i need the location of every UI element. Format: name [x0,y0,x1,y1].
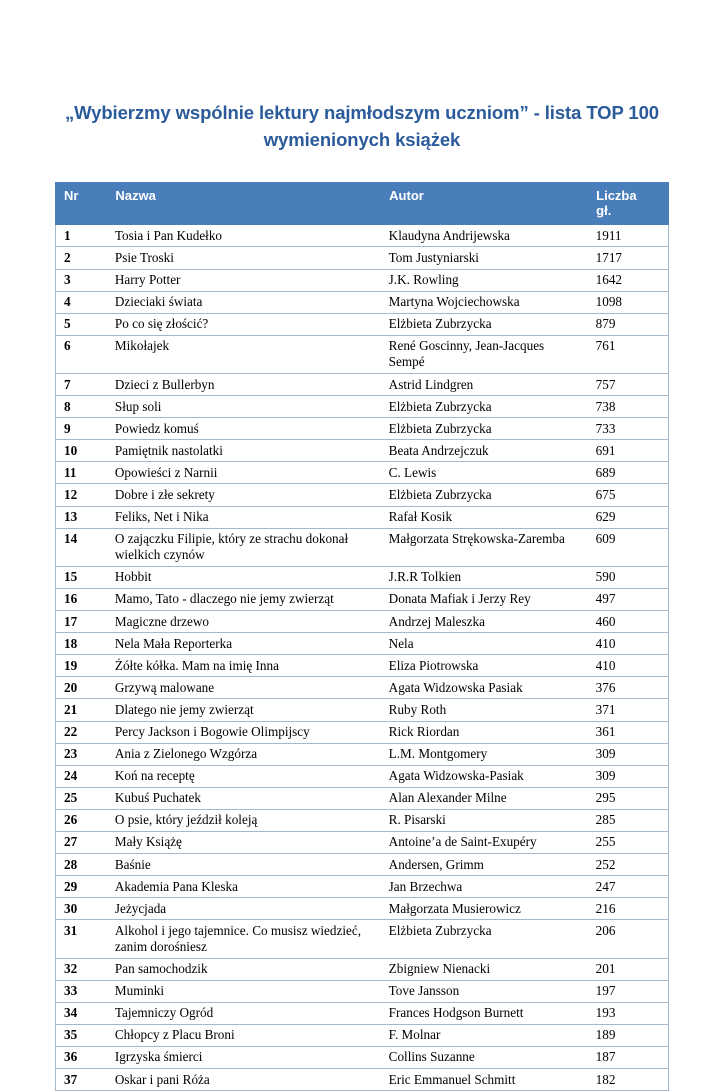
cell-liczba: 733 [588,418,669,440]
table-row [56,225,669,247]
cell-liczba: 255 [588,831,669,853]
cell-nazwa: Dobre i złe sekrety [107,484,381,506]
cell-autor: J.K. Rowling [381,269,588,291]
cell-liczba: 295 [588,787,669,809]
cell-autor: Elżbieta Zubrzycka [381,920,588,958]
cell-autor: Tom Justyniarski [381,247,588,269]
cell-autor: Andersen, Grimm [381,854,588,876]
table-row [56,396,669,418]
cell-liczba: 201 [588,958,669,980]
cell-nr: 10 [56,440,107,462]
cell-liczba: 761 [588,335,669,373]
cell-autor: R. Pisarski [381,809,588,831]
cell-nazwa: Kubuś Puchatek [107,787,381,809]
cell-nr: 2 [56,247,107,269]
cell-autor: Astrid Lindgren [381,374,588,396]
table-row [56,484,669,506]
cell-liczba: 182 [588,1069,669,1091]
cell-autor: Tove Jansson [381,980,588,1002]
table-row [56,831,669,853]
cell-nazwa: Igrzyska śmierci [107,1046,381,1068]
cell-liczba: 590 [588,566,669,588]
cell-autor: Ruby Roth [381,699,588,721]
cell-liczba: 1098 [588,291,669,313]
cell-liczba: 410 [588,633,669,655]
cell-autor: René Goscinny, Jean-Jacques Sempé [381,335,588,373]
cell-autor: Zbigniew Nienacki [381,958,588,980]
cell-nr: 28 [56,854,107,876]
cell-nazwa: Muminki [107,980,381,1002]
table-row [56,958,669,980]
cell-nazwa: Chłopcy z Placu Broni [107,1024,381,1046]
cell-nr: 15 [56,566,107,588]
cell-liczba: 187 [588,1046,669,1068]
cell-nazwa: Żółte kółka. Mam na imię Inna [107,655,381,677]
cell-nr: 6 [56,335,107,373]
cell-liczba: 216 [588,898,669,920]
cell-liczba: 1911 [588,225,669,247]
cell-nazwa: Słup soli [107,396,381,418]
cell-nr: 24 [56,765,107,787]
table-row [56,462,669,484]
cell-nr: 19 [56,655,107,677]
cell-liczba: 689 [588,462,669,484]
cell-nr: 16 [56,588,107,610]
cell-autor: Eric Emmanuel Schmitt [381,1069,588,1091]
table-row [56,1002,669,1024]
cell-autor: J.R.R Tolkien [381,566,588,588]
table-row [56,854,669,876]
table-row [56,980,669,1002]
cell-autor: Rick Riordan [381,721,588,743]
cell-autor: Klaudyna Andrijewska [381,225,588,247]
cell-autor: Alan Alexander Milne [381,787,588,809]
table-row [56,809,669,831]
cell-nazwa: Baśnie [107,854,381,876]
cell-liczba: 1717 [588,247,669,269]
top100-table-wrapper [55,182,669,1091]
cell-nr: 5 [56,313,107,335]
cell-nazwa: Harry Potter [107,269,381,291]
table-row [56,291,669,313]
table-row [56,247,669,269]
cell-nr: 11 [56,462,107,484]
column-header-autor: Autor [381,182,588,225]
cell-nazwa: Pan samochodzik [107,958,381,980]
cell-autor: Beata Andrzejczuk [381,440,588,462]
cell-nazwa: Psie Troski [107,247,381,269]
cell-nazwa: Nela Mała Reporterka [107,633,381,655]
cell-nazwa: Koń na receptę [107,765,381,787]
cell-liczba: 629 [588,506,669,528]
cell-liczba: 285 [588,809,669,831]
cell-nr: 23 [56,743,107,765]
column-header-nazwa: Nazwa [107,182,381,225]
cell-autor: Eliza Piotrowska [381,655,588,677]
table-row [56,655,669,677]
cell-nazwa: Tajemniczy Ogród [107,1002,381,1024]
cell-nr: 13 [56,506,107,528]
cell-autor: Elżbieta Zubrzycka [381,418,588,440]
cell-liczba: 376 [588,677,669,699]
cell-nr: 18 [56,633,107,655]
table-row [56,418,669,440]
cell-autor: Małgorzata Musierowicz [381,898,588,920]
table-row [56,313,669,335]
table-row [56,611,669,633]
cell-liczba: 252 [588,854,669,876]
column-header-liczba [588,182,669,225]
cell-autor: Agata Widzowska-Pasiak [381,765,588,787]
cell-nazwa: Dlatego nie jemy zwierząt [107,699,381,721]
table-row [56,506,669,528]
cell-nazwa: Oskar i pani Róża [107,1069,381,1091]
cell-nazwa: O psie, który jeździł koleją [107,809,381,831]
cell-liczba: 206 [588,920,669,958]
cell-nr: 37 [56,1069,107,1091]
cell-nr: 33 [56,980,107,1002]
cell-nazwa: Opowieści z Narnii [107,462,381,484]
cell-nazwa: Grzywą malowane [107,677,381,699]
cell-nr: 32 [56,958,107,980]
cell-autor: Jan Brzechwa [381,876,588,898]
table-row [56,374,669,396]
cell-nazwa: Jeżycjada [107,898,381,920]
cell-nazwa: Percy Jackson i Bogowie Olimpijscy [107,721,381,743]
cell-autor: Frances Hodgson Burnett [381,1002,588,1024]
cell-autor: Nela [381,633,588,655]
cell-nazwa: Mały Książę [107,831,381,853]
cell-autor: Donata Mafiak i Jerzy Rey [381,588,588,610]
top100-table [55,182,669,1091]
table-row [56,528,669,566]
cell-nazwa: Magiczne drzewo [107,611,381,633]
cell-liczba: 497 [588,588,669,610]
cell-nr: 26 [56,809,107,831]
table-row [56,677,669,699]
cell-nazwa: Feliks, Net i Nika [107,506,381,528]
cell-autor: Martyna Wojciechowska [381,291,588,313]
cell-nr: 7 [56,374,107,396]
cell-liczba: 757 [588,374,669,396]
cell-autor: Elżbieta Zubrzycka [381,396,588,418]
column-header-nr: Nr [56,182,107,225]
cell-liczba: 460 [588,611,669,633]
cell-autor: Antoine’a de Saint-Exupéry [381,831,588,853]
cell-nr: 36 [56,1046,107,1068]
cell-nr: 27 [56,831,107,853]
cell-nazwa: Tosia i Pan Kudełko [107,225,381,247]
cell-liczba: 879 [588,313,669,335]
cell-autor: F. Molnar [381,1024,588,1046]
cell-liczba: 738 [588,396,669,418]
cell-nr: 12 [56,484,107,506]
cell-autor: L.M. Montgomery [381,743,588,765]
cell-liczba: 247 [588,876,669,898]
cell-nazwa: Po co się złościć? [107,313,381,335]
table-row [56,699,669,721]
cell-autor: Rafał Kosik [381,506,588,528]
cell-nr: 30 [56,898,107,920]
cell-autor: Elżbieta Zubrzycka [381,484,588,506]
cell-autor: Collins Suzanne [381,1046,588,1068]
cell-nr: 1 [56,225,107,247]
cell-nr: 25 [56,787,107,809]
cell-nr: 8 [56,396,107,418]
cell-liczba: 193 [588,1002,669,1024]
table-row [56,269,669,291]
page-title: „Wybierzmy wspólnie lektury najmłodszym uczniom” - lista TOP 100 wymienionych książek [64,102,659,150]
table-row [56,1046,669,1068]
cell-autor: Małgorzata Strękowska-Zaremba [381,528,588,566]
cell-nr: 31 [56,920,107,958]
cell-liczba: 361 [588,721,669,743]
table-row [56,633,669,655]
cell-nr: 20 [56,677,107,699]
cell-autor: C. Lewis [381,462,588,484]
cell-nazwa: Alkohol i jego tajemnice. Co musisz wiedzieć, zanim dorośniesz [107,920,381,958]
cell-nr: 9 [56,418,107,440]
column-header-liczba-line1: Liczba [596,187,637,203]
cell-autor: Andrzej Maleszka [381,611,588,633]
cell-liczba: 691 [588,440,669,462]
cell-nr: 29 [56,876,107,898]
cell-nazwa: Dzieci z Bullerbyn [107,374,381,396]
cell-nr: 17 [56,611,107,633]
table-row [56,335,669,373]
cell-nazwa: Hobbit [107,566,381,588]
cell-nr: 14 [56,528,107,566]
table-row [56,1069,669,1091]
table-row [56,787,669,809]
table-row [56,765,669,787]
cell-nazwa: Mamo, Tato - dlaczego nie jemy zwierząt [107,588,381,610]
cell-autor: Agata Widzowska Pasiak [381,677,588,699]
cell-nazwa: Akademia Pana Kleska [107,876,381,898]
column-header-liczba-line2: gł. [596,203,612,219]
table-header [56,182,669,225]
cell-nazwa: Ania z Zielonego Wzgórza [107,743,381,765]
table-row [56,721,669,743]
table-row [56,588,669,610]
table-row [56,876,669,898]
cell-nr: 35 [56,1024,107,1046]
cell-nr: 21 [56,699,107,721]
cell-liczba: 309 [588,765,669,787]
cell-liczba: 410 [588,655,669,677]
cell-liczba: 371 [588,699,669,721]
cell-nazwa: Mikołajek [107,335,381,373]
cell-liczba: 609 [588,528,669,566]
cell-liczba: 1642 [588,269,669,291]
cell-nazwa: Powiedz komuś [107,418,381,440]
table-row [56,898,669,920]
table-row [56,743,669,765]
cell-liczba: 197 [588,980,669,1002]
cell-nazwa: O zajączku Filipie, który ze strachu dokonał wielkich czynów [107,528,381,566]
table-row [56,440,669,462]
table-row [56,566,669,588]
table-row [56,1024,669,1046]
table-row [56,920,669,958]
cell-nazwa: Pamiętnik nastolatki [107,440,381,462]
cell-nr: 22 [56,721,107,743]
cell-nr: 4 [56,291,107,313]
table-body [56,225,669,1091]
cell-liczba: 189 [588,1024,669,1046]
cell-autor: Elżbieta Zubrzycka [381,313,588,335]
table-header-row [56,182,669,225]
cell-nr: 3 [56,269,107,291]
cell-nazwa: Dzieciaki świata [107,291,381,313]
cell-liczba: 309 [588,743,669,765]
cell-liczba: 675 [588,484,669,506]
cell-nr: 34 [56,1002,107,1024]
